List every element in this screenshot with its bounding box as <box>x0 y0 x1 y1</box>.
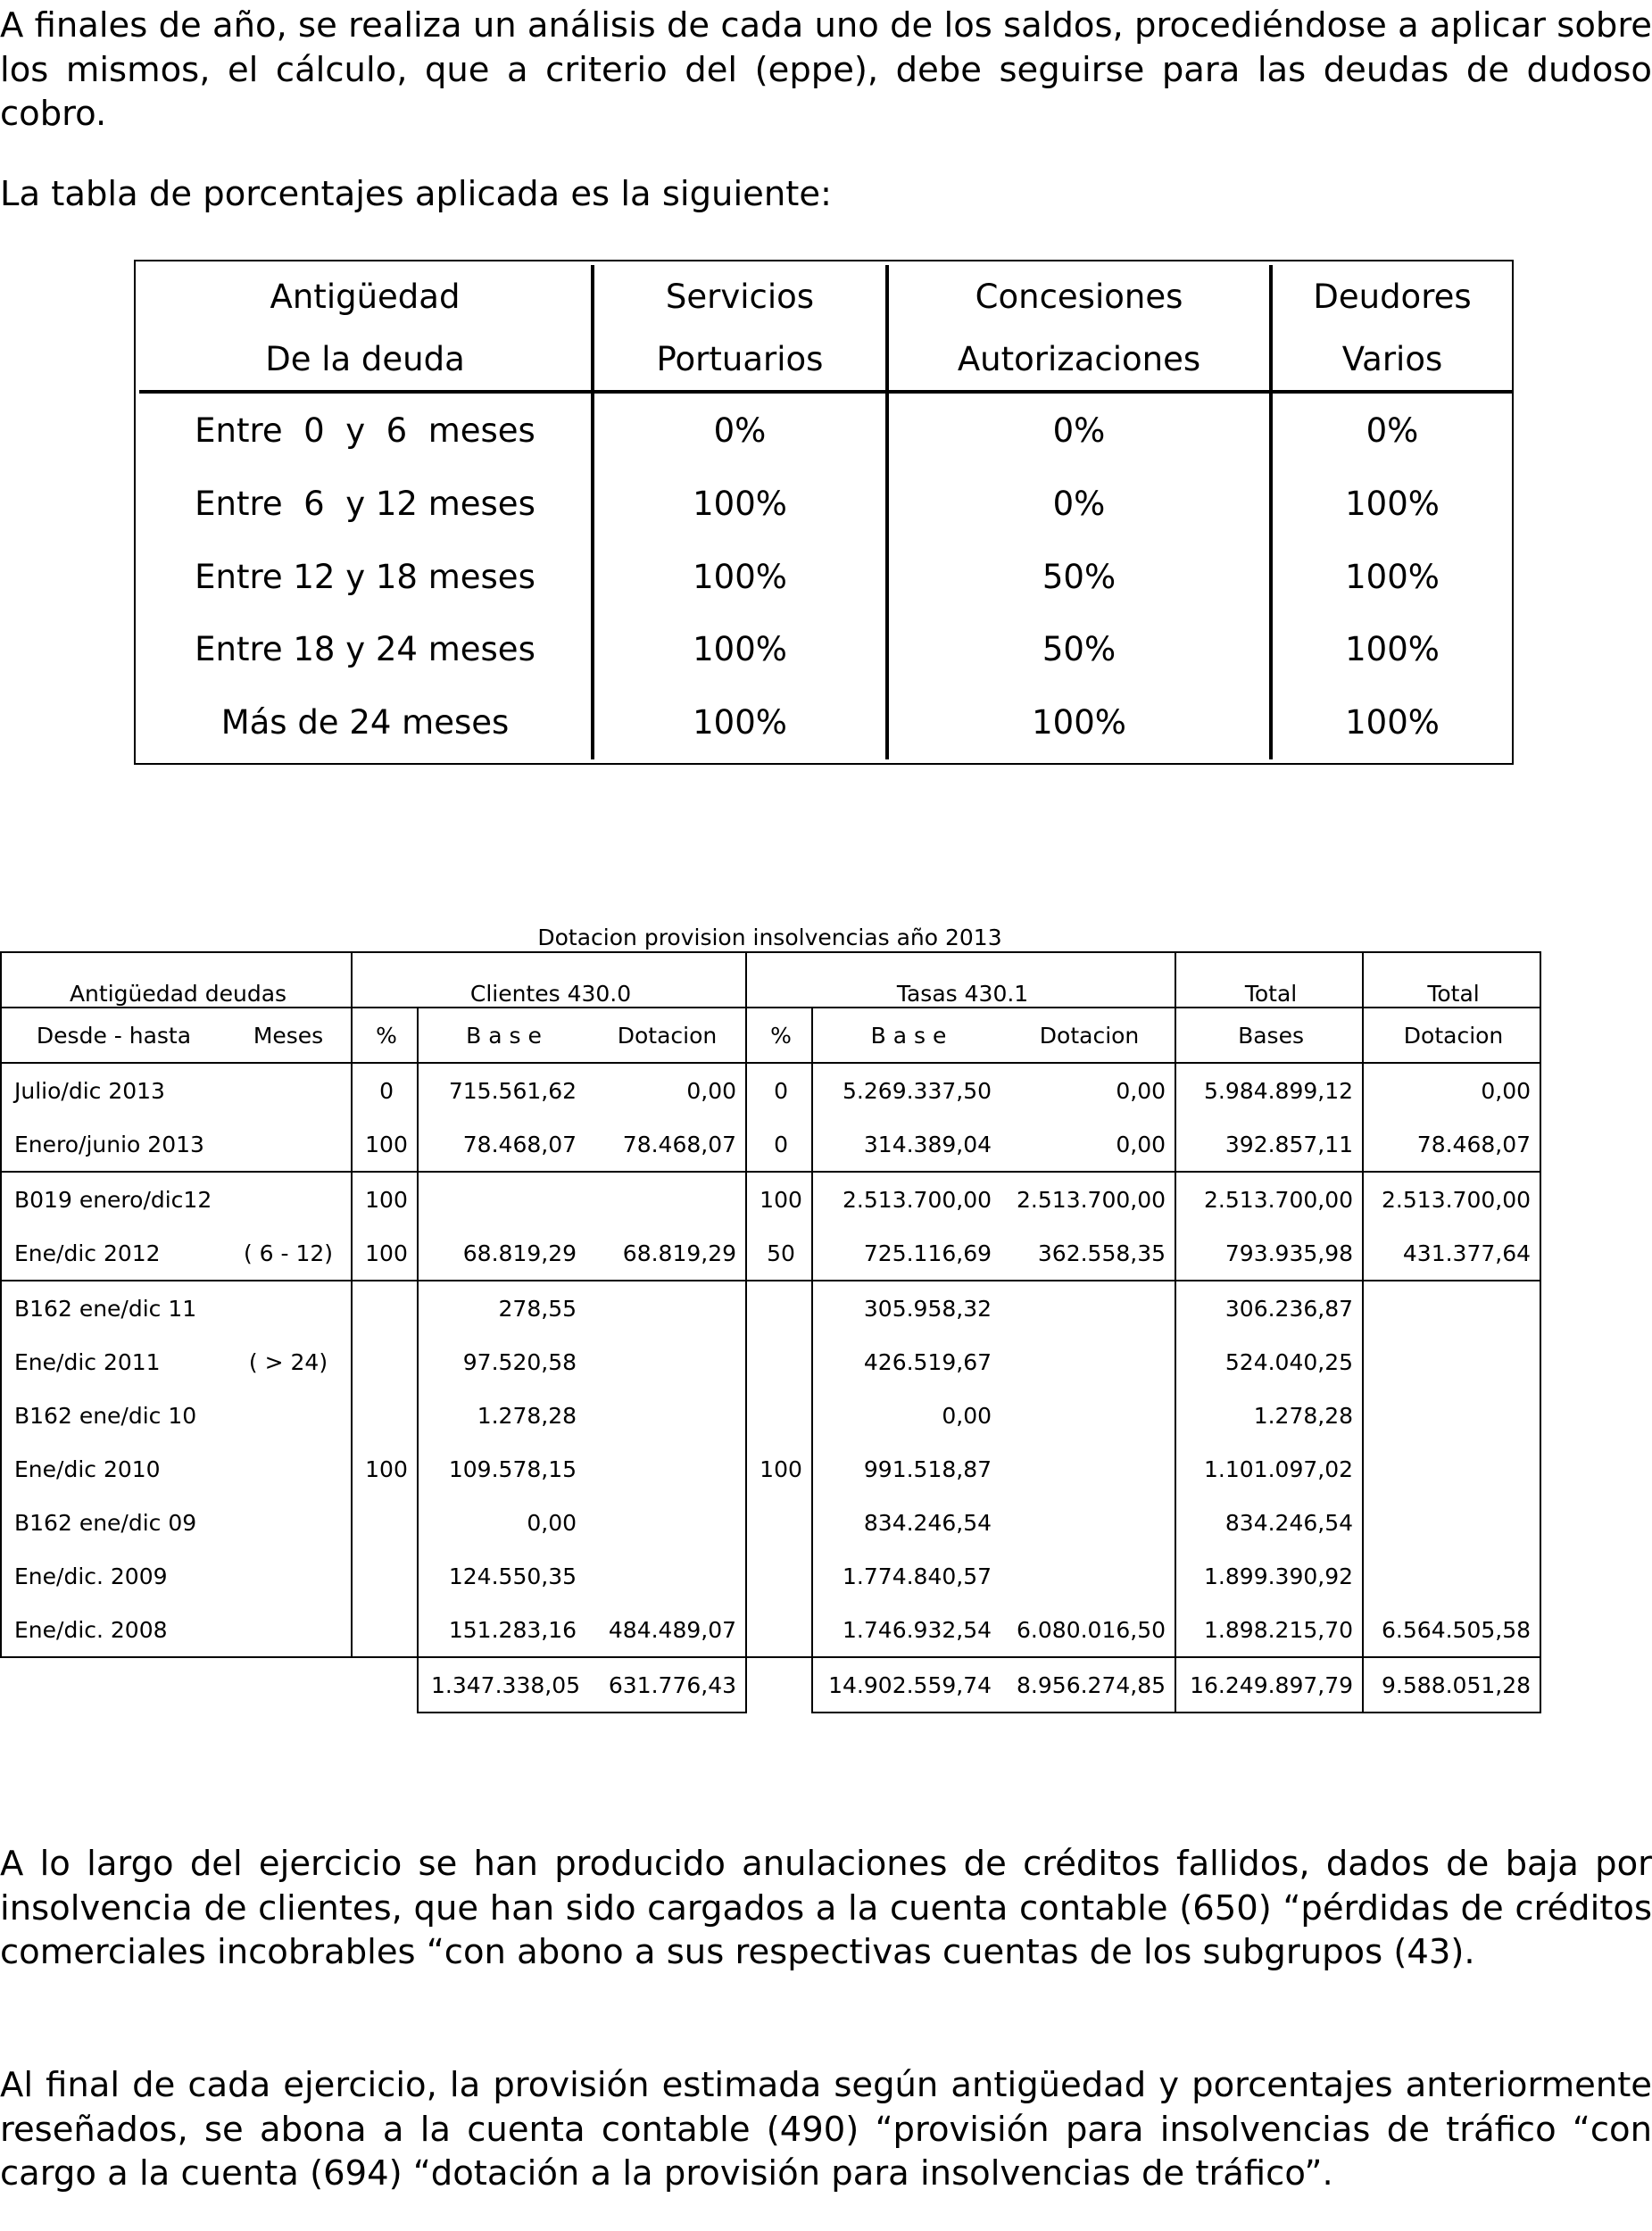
percentage-row <box>139 686 1512 759</box>
value-cell <box>1363 1549 1540 1603</box>
empty-cell <box>746 1657 812 1713</box>
value-cell <box>585 1442 746 1496</box>
value-cell: 991.518,87 <box>863 1456 992 1482</box>
percentage-cell: 100% <box>1271 686 1512 759</box>
percentage-cell: 50% <box>887 540 1271 613</box>
value-cell <box>585 1172 746 1226</box>
value-cell: 362.558,35 <box>1000 1226 1175 1281</box>
value-cell <box>1000 1389 1175 1442</box>
value-cell <box>1363 1442 1540 1496</box>
value-cell: 0 <box>746 1063 812 1117</box>
value-cell <box>1363 1496 1540 1549</box>
sub-header-cell: B a s e <box>812 1008 1000 1063</box>
value-cell: 0,00 <box>1000 1117 1175 1172</box>
value-cell: 6.564.505,58 <box>1363 1603 1540 1657</box>
header-concesiones-line2: Autorizaciones <box>887 328 1271 392</box>
value-cell: 1.774.840,57 <box>843 1563 992 1589</box>
sub-header-cell: Meses <box>222 1008 352 1063</box>
age-range-cell: Entre 0 y 6 meses <box>195 411 535 450</box>
period-cell: Julio/dic 2013 <box>1 1063 222 1117</box>
value-cell: 151.283,16 <box>418 1603 585 1657</box>
group-header-tasas: Tasas 430.1 <box>746 952 1175 1008</box>
value-cell: ( 6 - 12) <box>222 1226 352 1281</box>
value-cell <box>222 1442 352 1496</box>
table-row <box>1 1117 1540 1172</box>
value-cell: 715.561,62 <box>448 1077 577 1104</box>
header-servicios: Servicios <box>593 265 887 328</box>
group-header-antiguedad: Antigüedad deudas <box>1 952 352 1008</box>
value-cell: 1.899.390,92 <box>1175 1549 1363 1603</box>
empty-cell <box>1 1657 222 1713</box>
period-cell: Enero/junio 2013 <box>1 1117 222 1172</box>
percentage-row <box>139 392 1512 467</box>
percentage-cell: 100% <box>1271 540 1512 613</box>
header-concesiones: Concesiones <box>887 265 1271 328</box>
value-cell: 0 <box>352 1063 418 1117</box>
value-cell <box>1000 1281 1175 1335</box>
value-cell: 725.116,69 <box>812 1226 1000 1281</box>
value-cell: 306.236,87 <box>1175 1281 1363 1335</box>
value-cell: 392.857,11 <box>1175 1117 1363 1172</box>
value-cell: 0,00 <box>1000 1063 1175 1117</box>
period-cell: Ene/dic 2012 <box>1 1226 222 1281</box>
percentage-cell: 100% <box>1271 467 1512 540</box>
value-cell <box>222 1549 352 1603</box>
value-cell: 78.468,07 <box>418 1117 585 1172</box>
value-cell: 100 <box>746 1172 812 1226</box>
value-cell: 100 <box>352 1117 418 1172</box>
value-cell <box>222 1172 352 1226</box>
value-cell <box>418 1172 585 1226</box>
value-cell: 834.246,54 <box>863 1509 992 1536</box>
totals-row <box>1 1657 1540 1713</box>
value-cell: 0 <box>746 1117 812 1172</box>
value-cell <box>1000 1335 1175 1389</box>
percentage-row <box>139 540 1512 613</box>
age-range-cell: Entre 18 y 24 meses <box>195 630 535 669</box>
value-cell: 431.377,64 <box>1363 1226 1540 1281</box>
percentage-cell: 0% <box>887 392 1271 467</box>
value-cell: 5.984.899,12 <box>1175 1063 1363 1117</box>
empty-cell <box>352 1657 418 1713</box>
value-cell: 0,00 <box>527 1509 577 1536</box>
value-cell: 0,00 <box>585 1063 746 1117</box>
closing-paragraph-1: A lo largo del ejercicio se han producido anulaciones de créditos fallidos, dados de baja por insolvencia de clientes, que han sido cargados a la cuenta contable (650) “pérdidas de créditos comerciales incobrables “con abono a sus respectivas cuentas de los subgrupos (43). <box>0 1844 1652 1972</box>
value-cell: 484.489,07 <box>585 1603 746 1657</box>
header-deudores-line2: Varios <box>1271 328 1512 392</box>
value-cell <box>222 1389 352 1442</box>
sub-header-cell: Dotacion <box>1363 1008 1540 1063</box>
dotacion-table-body <box>1 952 1540 1713</box>
value-cell: 793.935,98 <box>1175 1226 1363 1281</box>
value-cell: 68.819,29 <box>418 1226 585 1281</box>
total-cell: 631.776,43 <box>585 1657 746 1713</box>
total-cell: 9.588.051,28 <box>1363 1657 1540 1713</box>
period-cell: B019 enero/dic12 <box>1 1172 222 1226</box>
value-cell <box>585 1281 746 1335</box>
period-cell: Ene/dic. 2008 <box>1 1603 222 1657</box>
value-cell: 50 <box>746 1226 812 1281</box>
age-range-cell: Entre 6 y 12 meses <box>195 484 535 523</box>
value-cell <box>1363 1389 1540 1442</box>
period-cell: B162 ene/dic 10 <box>1 1389 222 1442</box>
value-cell <box>1363 1281 1540 1335</box>
period-cell: Ene/dic. 2009 <box>1 1549 222 1603</box>
percentage-cell: 100% <box>1271 613 1512 686</box>
table-row <box>1 1226 1540 1281</box>
table-intro-paragraph: La tabla de porcentajes aplicada es la siguiente: <box>0 174 832 214</box>
value-cell: 2.513.700,00 <box>1175 1172 1363 1226</box>
value-cell: 6.080.016,50 <box>1000 1603 1175 1657</box>
value-cell <box>222 1063 352 1117</box>
percentage-row <box>139 613 1512 686</box>
percentage-cell: 100% <box>593 467 887 540</box>
header-servicios-line2: Portuarios <box>593 328 887 392</box>
total-cell: 1.347.338,05 <box>418 1657 585 1713</box>
value-cell <box>585 1496 746 1549</box>
group-header-total-dotacion: Total <box>1363 952 1540 1008</box>
age-range-cell: Entre 12 y 18 meses <box>195 557 535 596</box>
value-cell: 834.246,54 <box>1175 1496 1363 1549</box>
intro-paragraph: A finales de año, se realiza un análisis de cada uno de los saldos, procediéndose a aplicar sobre los mismos, el cálculo, que a criterio del (eppe), debe seguirse para las deudas de dudoso cobro. <box>0 5 1652 134</box>
empty-cell <box>222 1657 352 1713</box>
sub-header-cell: Dotacion <box>585 1008 746 1063</box>
value-cell: 1.101.097,02 <box>1175 1442 1363 1496</box>
sub-header-cell: Bases <box>1175 1008 1363 1063</box>
value-cell <box>222 1281 352 1335</box>
closing-paragraph-2: Al final de cada ejercicio, la provisión estimada según antigüedad y porcentajes anteriormente reseñados, se abona a la cuenta contable (490) “provisión para insolvencias de tráfico “con cargo a la cuenta (694) “dotación a la provisión para insolvencias de tráfico”. <box>0 2065 1652 2194</box>
value-cell: 5.269.337,50 <box>843 1077 992 1104</box>
period-cell: Ene/dic 2011 <box>1 1335 222 1389</box>
value-cell <box>1000 1442 1175 1496</box>
value-cell: 524.040,25 <box>1175 1335 1363 1389</box>
percentage-cell: 100% <box>887 686 1271 759</box>
sub-header-cell: B a s e <box>418 1008 585 1063</box>
value-cell: 426.519,67 <box>863 1348 992 1375</box>
percentage-row <box>139 467 1512 540</box>
period-cell: B162 ene/dic 09 <box>1 1496 222 1549</box>
value-cell: ( > 24) <box>222 1335 352 1389</box>
percentage-table-frame <box>134 260 1514 765</box>
sub-header-row <box>1 1008 1540 1063</box>
value-cell <box>585 1335 746 1389</box>
value-cell: 1.746.932,54 <box>812 1603 1000 1657</box>
table-row <box>1 1063 1540 1117</box>
value-cell: 305.958,32 <box>863 1295 992 1322</box>
sub-header-cell: % <box>352 1008 418 1063</box>
value-cell: 1.278,28 <box>477 1402 577 1429</box>
value-cell: 0,00 <box>942 1402 992 1429</box>
value-cell: 100 <box>352 1226 418 1281</box>
period-cell: B162 ene/dic 11 <box>1 1281 222 1335</box>
total-cell: 14.902.559,74 <box>812 1657 1000 1713</box>
percentage-cell: 0% <box>887 467 1271 540</box>
table-row <box>1 1172 1540 1226</box>
value-cell: 100 <box>352 1172 418 1226</box>
value-cell: 68.819,29 <box>585 1226 746 1281</box>
percentage-cell: 100% <box>593 686 887 759</box>
value-cell: 2.513.700,00 <box>1000 1172 1175 1226</box>
value-cell: 1.278,28 <box>1175 1389 1363 1442</box>
percentage-table-body <box>139 392 1512 759</box>
dotacion-table-title: Dotacion provision insolvencias año 2013 <box>537 925 1002 950</box>
percent-cell: 100 <box>352 1281 418 1657</box>
value-cell: 2.513.700,00 <box>1363 1172 1540 1226</box>
sub-header-cell: Dotacion <box>1000 1008 1175 1063</box>
value-cell <box>222 1496 352 1549</box>
value-cell: 0,00 <box>1363 1063 1540 1117</box>
value-cell <box>585 1389 746 1442</box>
value-cell: 78.468,07 <box>585 1117 746 1172</box>
value-cell: 78.468,07 <box>1363 1117 1540 1172</box>
percentage-table <box>139 265 1512 759</box>
period-cell: Ene/dic 2010 <box>1 1442 222 1496</box>
percentage-cell: 100% <box>593 613 887 686</box>
value-cell: 278,55 <box>498 1295 577 1322</box>
percentage-cell: 0% <box>593 392 887 467</box>
header-deudores: Deudores <box>1271 265 1512 328</box>
sub-header-cell: % <box>746 1008 812 1063</box>
value-cell: 2.513.700,00 <box>843 1186 992 1213</box>
header-antiguedad-line2: De la deuda <box>139 328 593 392</box>
value-cell <box>222 1603 352 1657</box>
value-cell <box>585 1549 746 1603</box>
total-cell: 8.956.274,85 <box>1000 1657 1175 1713</box>
percent-cell: 100 <box>746 1281 812 1657</box>
value-cell <box>1000 1549 1175 1603</box>
sub-header-cell: Desde - hasta <box>1 1008 222 1063</box>
value-cell <box>1363 1335 1540 1389</box>
percentage-cell: 50% <box>887 613 1271 686</box>
percentage-cell: 0% <box>1271 392 1512 467</box>
value-cell <box>222 1117 352 1172</box>
percentage-cell: 100% <box>593 540 887 613</box>
table-row <box>1 1281 1540 1335</box>
group-header-total-bases: Total <box>1175 952 1363 1008</box>
value-cell: 97.520,58 <box>462 1348 577 1375</box>
value-cell: 124.550,35 <box>448 1563 577 1589</box>
value-cell: 314.389,04 <box>812 1117 1000 1172</box>
value-cell <box>1000 1496 1175 1549</box>
group-header-clientes: Clientes 430.0 <box>352 952 746 1008</box>
dotacion-table <box>0 951 1541 1713</box>
value-cell: 109.578,15 <box>448 1456 577 1482</box>
header-antiguedad: Antigüedad <box>270 277 461 316</box>
total-cell: 16.249.897,79 <box>1175 1657 1363 1713</box>
value-cell: 1.898.215,70 <box>1175 1603 1363 1657</box>
age-range-cell: Más de 24 meses <box>220 703 510 742</box>
